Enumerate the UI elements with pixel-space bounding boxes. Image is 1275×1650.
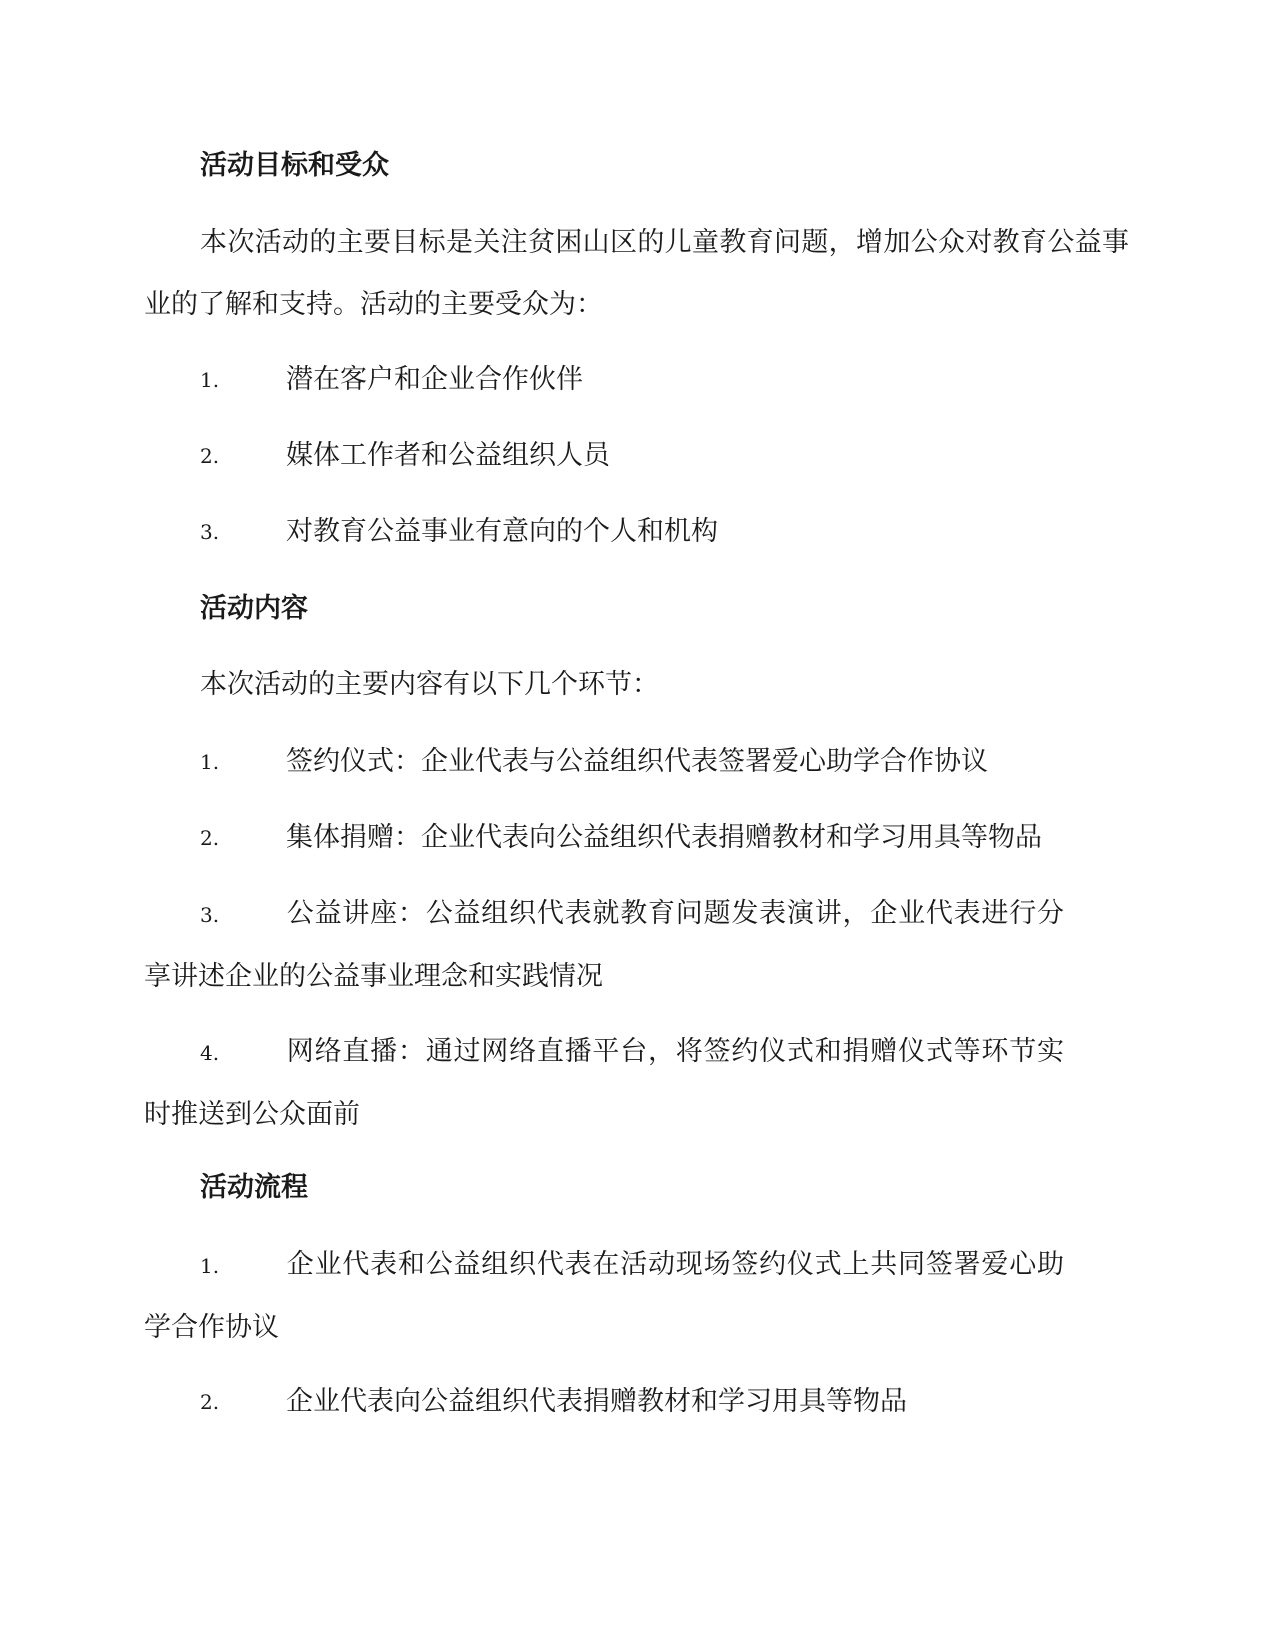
- list-item-text: 网络直播：通过网络直播平台，将签约仪式和捐赠仪式等环节实时推送到公众面前: [144, 1036, 1064, 1130]
- list-item-number: 1.: [200, 368, 220, 392]
- section-intro-goals: 本次活动的主要目标是关注贫困山区的儿童教育问题，增加公众对教育公益事业的了解和支持。活动的主要受众为：: [144, 227, 1129, 320]
- list-item-text: 媒体工作者和公益组织人员: [286, 440, 610, 471]
- list-item-number: 2.: [200, 444, 220, 468]
- list-item-text: 对教育公益事业有意向的个人和机构: [286, 516, 718, 547]
- list-item-number: 1.: [200, 750, 220, 774]
- list-item-number: 3.: [200, 520, 220, 544]
- section-heading-process: 活动流程: [200, 1172, 308, 1203]
- list-item-text: 企业代表向公益组织代表捐赠教材和学习用具等物品: [286, 1386, 907, 1417]
- list-item: [144, 1234, 1064, 1359]
- list-item-text: 企业代表和公益组织代表在活动现场签约仪式上共同签署爱心助学合作协议: [144, 1249, 1064, 1343]
- list-item-number: 1.: [200, 1254, 220, 1278]
- section-intro-content: 本次活动的主要内容有以下几个环节：: [200, 669, 659, 700]
- list-item-number: 3.: [200, 903, 220, 927]
- list-item-number: 4.: [200, 1041, 220, 1065]
- section-heading-goals: 活动目标和受众: [200, 150, 389, 181]
- section-heading-content: 活动内容: [200, 593, 308, 624]
- list-item: [144, 1021, 1064, 1146]
- list-item: [144, 883, 1064, 1008]
- list-item-text: 签约仪式：企业代表与公益组织代表签署爱心助学合作协议: [286, 746, 988, 777]
- list-item-text: 潜在客户和企业合作伙伴: [286, 364, 583, 395]
- list-item-number: 2.: [200, 826, 220, 850]
- list-item-text: 集体捐赠：企业代表向公益组织代表捐赠教材和学习用具等物品: [286, 822, 1042, 853]
- list-item-number: 2.: [200, 1390, 220, 1414]
- list-item-text: 公益讲座：公益组织代表就教育问题发表演讲，企业代表进行分享讲述企业的公益事业理念和实践情况: [144, 898, 1064, 992]
